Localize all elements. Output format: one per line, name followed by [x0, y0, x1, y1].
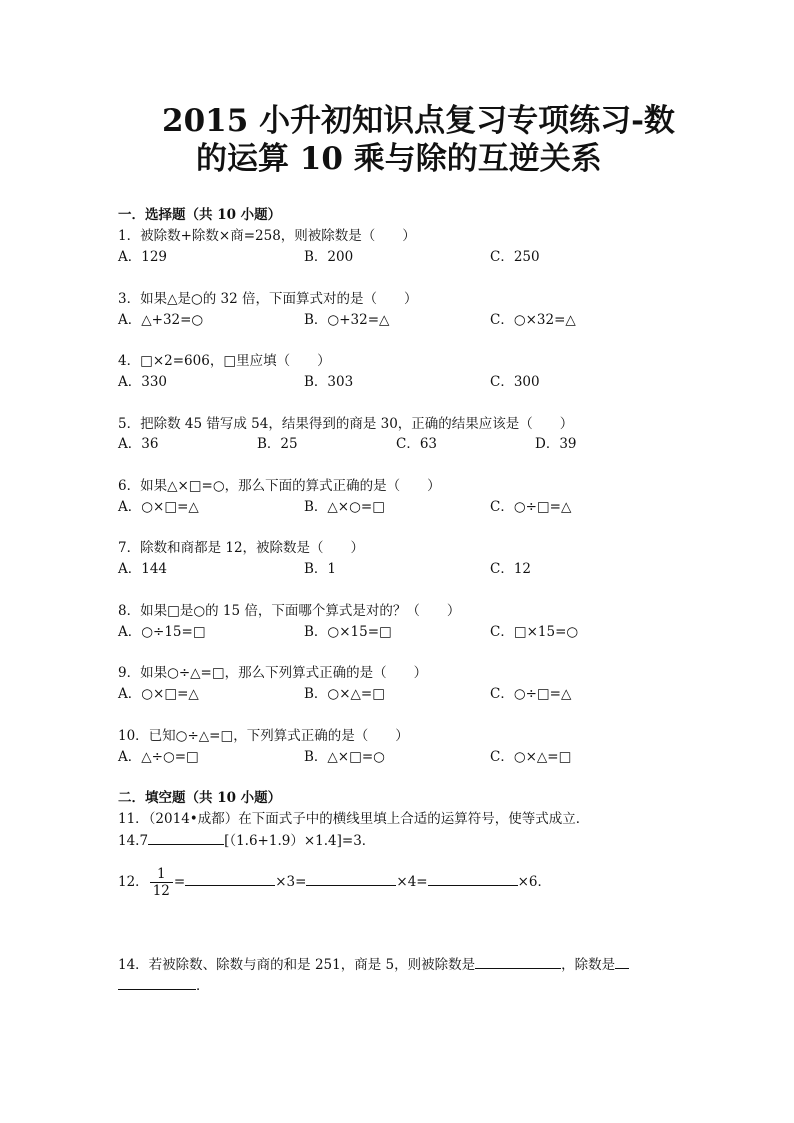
question-14-line-2 — [118, 974, 210, 994]
q12-numerator: 1 — [156, 866, 166, 882]
q8-option-c: C．□×15=○ — [490, 624, 579, 640]
q5-option-a: A．36 — [118, 436, 159, 452]
q6-option-a: A．○×□=△ — [118, 499, 199, 515]
question-8-stem: 8．如果□是○的 15 倍，下面哪个算式是对的？（ ） — [118, 603, 461, 619]
q3-option-a: A．△+32=○ — [118, 312, 204, 328]
q12-fraction — [150, 866, 173, 899]
question-5-stem: 5．把除数 45 错写成 54，结果得到的商是 30，正确的结果应该是（ ） — [118, 416, 574, 432]
section-heading-fill-blank: 二．填空题（共 10 小题） — [118, 790, 282, 806]
question-10-stem: 10．已知○÷△=□，下列算式正确的是（ ） — [118, 728, 409, 744]
q11-answer-blank[interactable] — [148, 832, 224, 845]
title-line-1: 2015 小升初知识点复习专项练习-数 — [162, 103, 675, 139]
question-3-stem: 3．如果△是○的 32 倍，下面算式对的是（ ） — [118, 291, 418, 307]
q11-suffix: [（1.6+1.9）×1.4]=3． — [224, 833, 376, 849]
q7-option-a: A．144 — [118, 561, 168, 577]
q7-option-c: C．12 — [490, 561, 532, 577]
q12-label: 12． — [118, 874, 149, 890]
q10-option-c: C．○×△=□ — [490, 749, 572, 765]
q11-prefix: 14.7 — [118, 833, 149, 849]
q1-option-b: B．200 — [304, 249, 354, 265]
question-12 — [118, 866, 551, 899]
q12-denominator: 12 — [150, 882, 173, 899]
title-line-2: 的运算 10 乘与除的互逆关系 — [196, 141, 602, 177]
q3-option-c: C．○×32=△ — [490, 312, 576, 328]
section-heading-choice: 一．选择题（共 10 小题） — [118, 207, 282, 223]
q12-blank-2[interactable] — [306, 873, 396, 886]
question-11-stem: 11．（2014•成都）在下面式子中的横线里填上合适的运算符号，使等式成立． — [118, 811, 590, 827]
q5-option-d: D．39 — [535, 436, 577, 452]
q12-op-2: ×4= — [396, 874, 428, 890]
question-6-stem: 6．如果△×□=○，那么下面的算式正确的是（ ） — [118, 478, 441, 494]
q14-end: ． — [196, 978, 210, 994]
question-1-stem: 1．被除数+除数×商=258，则被除数是（ ） — [118, 228, 416, 244]
q3-option-b: B．○+32=△ — [304, 312, 390, 328]
q6-option-b: B．△×○=□ — [304, 499, 385, 515]
q14-blank-dividend[interactable] — [475, 956, 561, 969]
q8-option-a: A．○÷15=□ — [118, 624, 206, 640]
q9-option-c: C．○÷□=△ — [490, 686, 572, 702]
q5-option-b: B．25 — [257, 436, 298, 452]
q1-option-a: A．129 — [118, 249, 168, 265]
q1-option-c: C．250 — [490, 249, 540, 265]
question-7-stem: 7．除数和商都是 12，被除数是（ ） — [118, 540, 365, 556]
q8-option-b: B．○×15=□ — [304, 624, 392, 640]
question-11-expression — [118, 829, 375, 849]
q5-option-c: C．63 — [396, 436, 438, 452]
q4-option-a: A．330 — [118, 374, 168, 390]
q14-blank-divisor-cont[interactable] — [118, 977, 196, 990]
q12-op-1: ×3= — [275, 874, 307, 890]
q12-equals: = — [173, 874, 186, 890]
q14-part-2: ，除数是 — [561, 957, 616, 973]
q12-op-3: ×6． — [517, 874, 552, 890]
q10-option-b: B．△×□=○ — [304, 749, 385, 765]
q9-option-b: B．○×△=□ — [304, 686, 385, 702]
question-4-stem: 4．□×2=606，□里应填（ ） — [118, 353, 331, 369]
q12-blank-1[interactable] — [185, 873, 275, 886]
q4-option-c: C．300 — [490, 374, 540, 390]
q14-part-1: 14．若被除数、除数与商的和是 251，商是 5，则被除数是 — [118, 957, 476, 973]
q14-blank-divisor-start[interactable] — [615, 956, 629, 969]
question-9-stem: 9．如果○÷△=□，那么下列算式正确的是（ ） — [118, 665, 428, 681]
q4-option-b: B．303 — [304, 374, 354, 390]
q6-option-c: C．○÷□=△ — [490, 499, 572, 515]
question-14-line-1 — [118, 953, 629, 973]
q7-option-b: B．1 — [304, 561, 337, 577]
q12-blank-3[interactable] — [428, 873, 518, 886]
q10-option-a: A．△÷○=□ — [118, 749, 199, 765]
q9-option-a: A．○×□=△ — [118, 686, 199, 702]
